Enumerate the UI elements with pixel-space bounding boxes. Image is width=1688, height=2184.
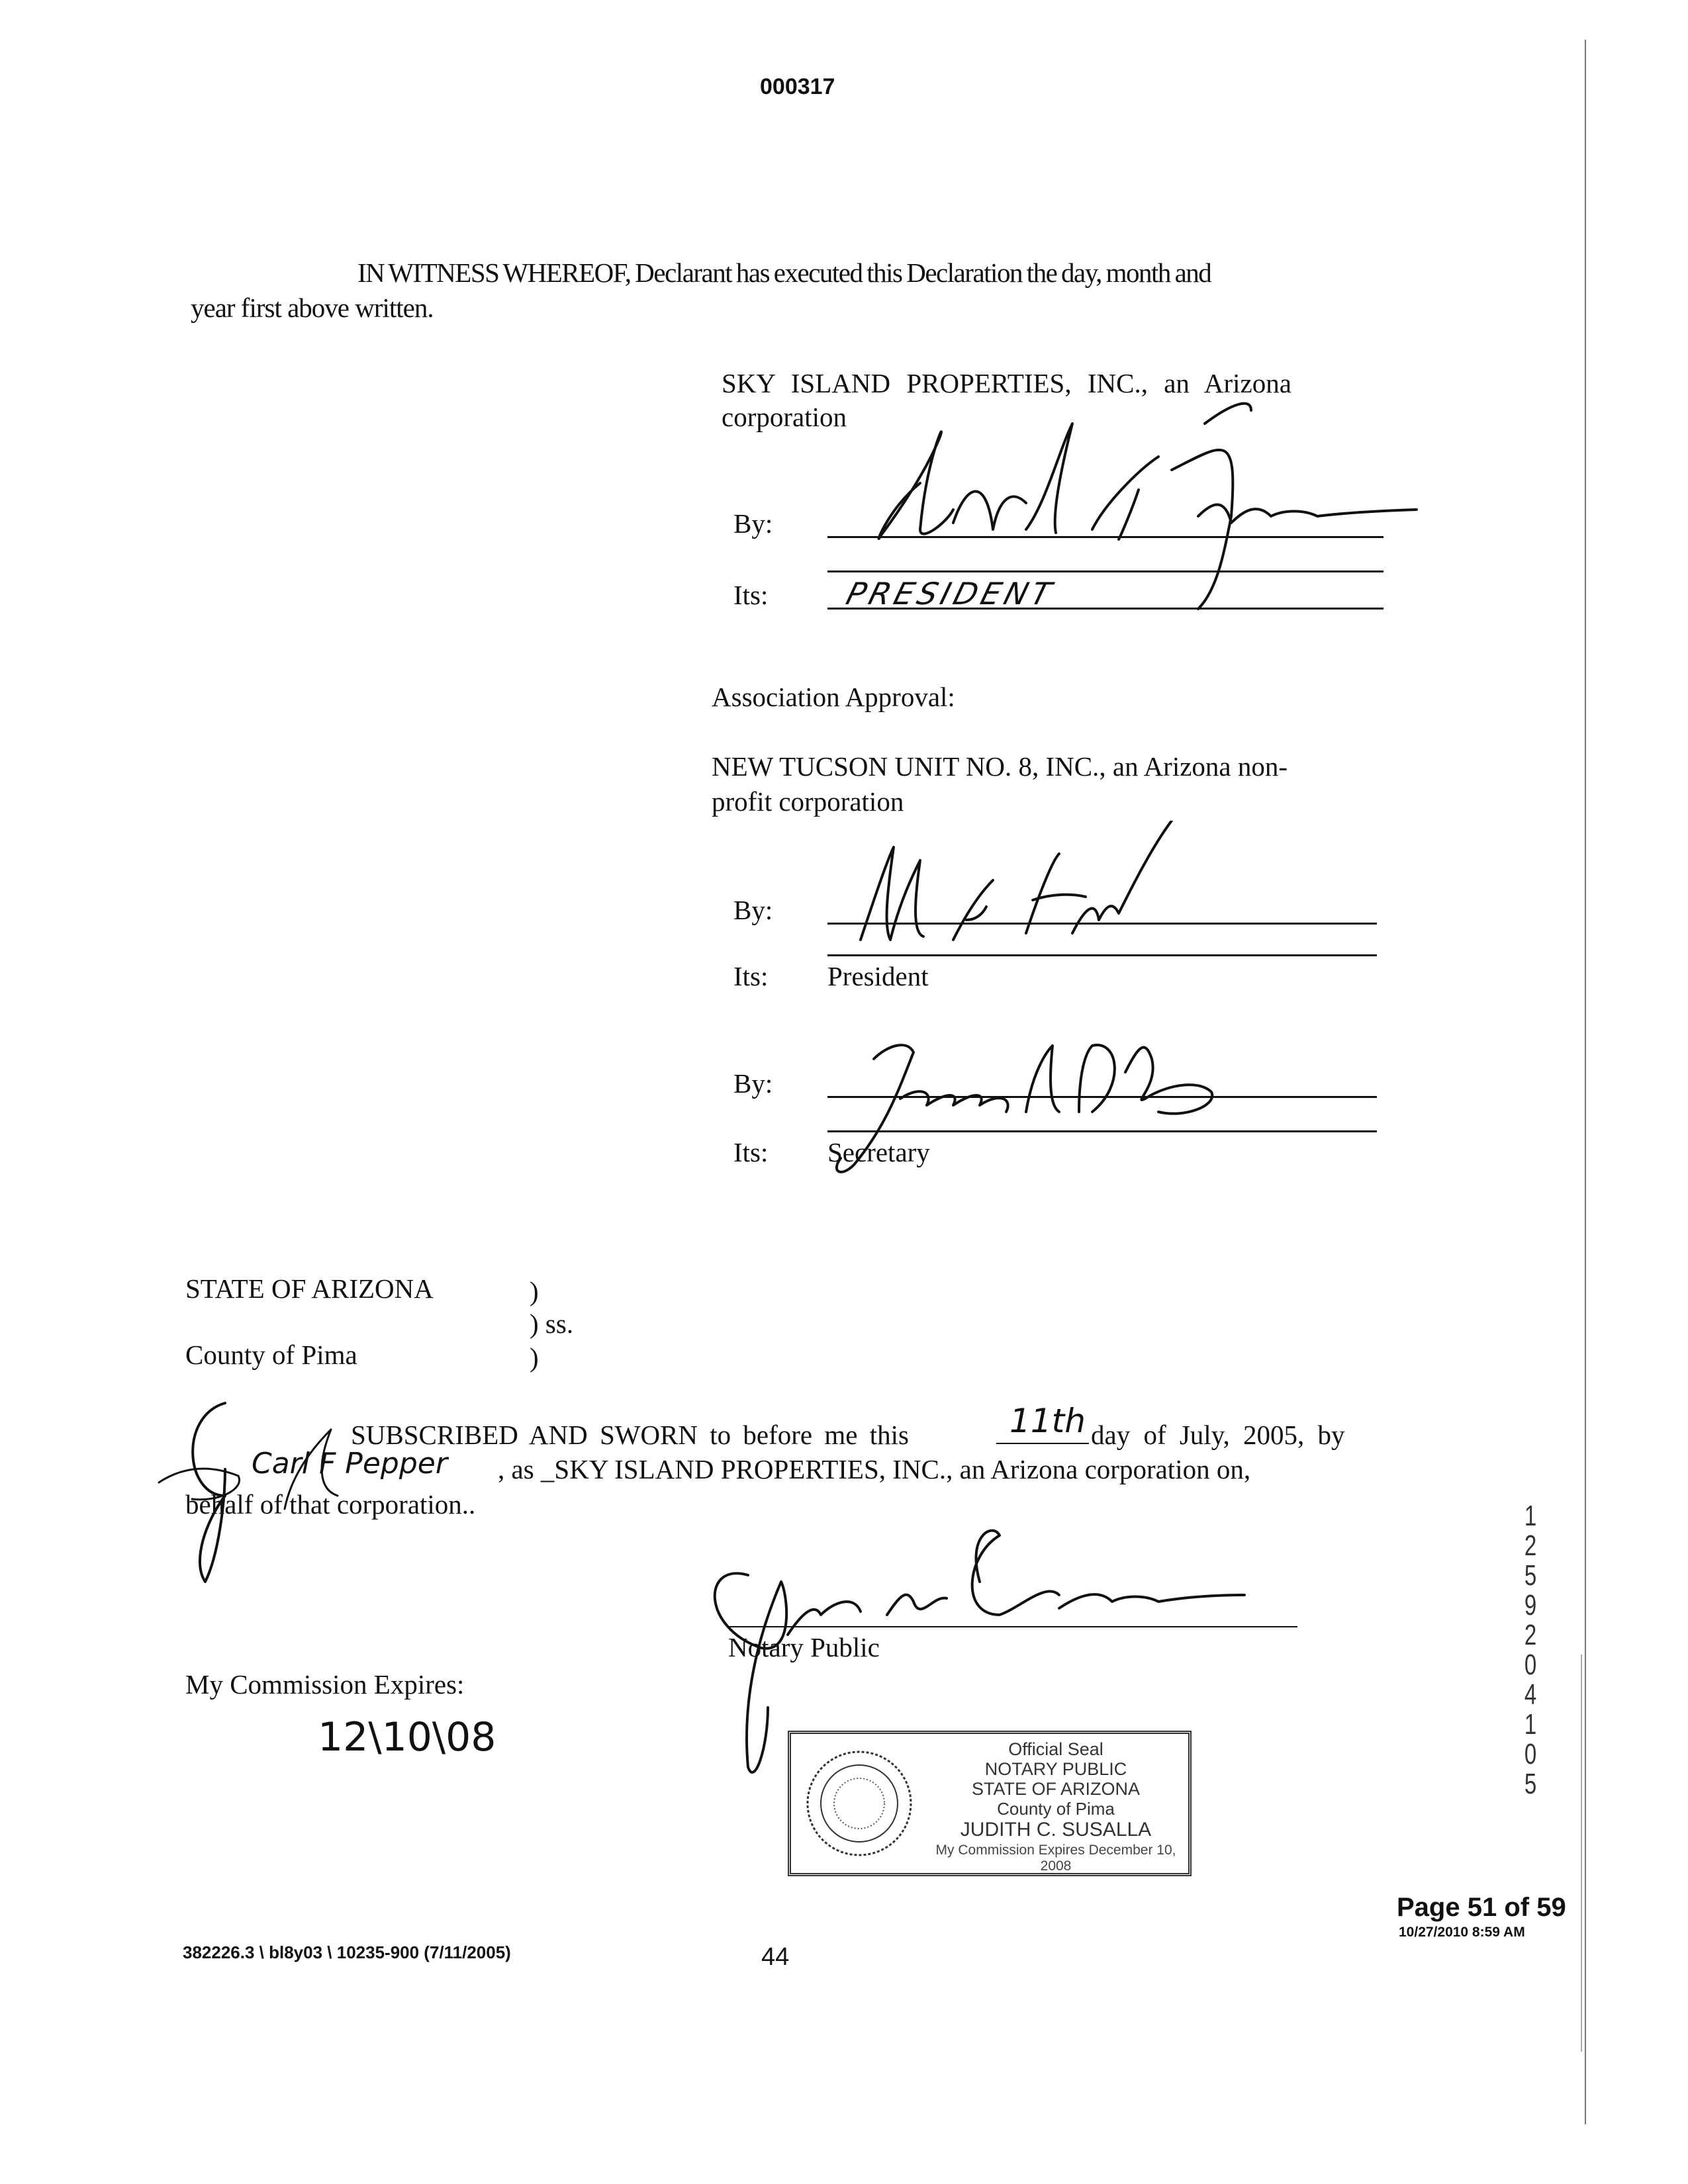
- notary-seal-stamp: [788, 1731, 1192, 1876]
- venue-paren-1: ): [530, 1276, 539, 1306]
- notary-signature-line: [728, 1626, 1297, 1627]
- jurat-line-3: behalf of that corporation..: [185, 1489, 476, 1520]
- declarant-entity-line-1: SKY ISLAND PROPERTIES, INC., an Arizona: [722, 368, 1291, 398]
- association-its-label-1: Its:: [733, 961, 769, 991]
- declarant-signature: [827, 397, 1430, 622]
- jurat-scribble: [152, 1390, 523, 1588]
- association-by-label-1: By:: [733, 895, 773, 925]
- footer-page-number: 44: [761, 1943, 790, 1971]
- jurat-day-handwritten: 11th: [1009, 1402, 1086, 1440]
- association-by-line-1b: [827, 954, 1377, 956]
- state-seal-icon: [803, 1747, 915, 1860]
- venue-county: County of Pima: [185, 1340, 357, 1370]
- seal-line-2: NOTARY PUBLIC: [984, 1759, 1127, 1779]
- association-its-title-1: President: [827, 961, 929, 991]
- jurat-day-line: [996, 1443, 1089, 1444]
- witness-line-1: IN WITNESS WHEREOF, Declarant has executed this Declaration the day, month and: [357, 257, 1211, 288]
- declarant-its-label: Its:: [733, 580, 769, 610]
- declarant-entity-line-2: corporation: [722, 402, 847, 432]
- venue-ss: ) ss.: [530, 1308, 574, 1339]
- jurat-part-1: SUBSCRIBED AND SWORN to before me this: [351, 1420, 909, 1450]
- seal-line-6: My Commission Expires December 10, 2008: [935, 1843, 1176, 1874]
- footer-file-ref: 382226.3 \ bl8y03 \ 10235-900 (7/11/2005): [183, 1942, 511, 1962]
- jurat-name-handwritten: Carl F Pepper: [252, 1447, 447, 1480]
- president-signature: [834, 821, 1205, 953]
- association-its-label-2: Its:: [733, 1137, 769, 1167]
- association-by-label-2: By:: [733, 1068, 773, 1099]
- commission-date-handwritten: 12\10\08: [318, 1714, 496, 1760]
- seal-line-4: County of Pima: [997, 1799, 1115, 1819]
- footer-timestamp: 10/27/2010 8:59 AM: [1399, 1925, 1525, 1940]
- scan-edge-line: [1585, 40, 1586, 2124]
- venue-state: STATE OF ARIZONA: [185, 1273, 434, 1304]
- association-entity-line-2: profit corporation: [712, 786, 904, 817]
- jurat-line-2: , as _SKY ISLAND PROPERTIES, INC., an Arizona corporation on,: [498, 1454, 1251, 1484]
- footer-page-label: Page 51 of 59: [1397, 1893, 1566, 1922]
- scan-edge-line-faint: [1581, 1655, 1582, 2052]
- declarant-by-label: By:: [733, 508, 773, 539]
- seal-line-3: STATE OF ARIZONA: [971, 1779, 1141, 1799]
- seal-line-1: Official Seal: [1008, 1739, 1103, 1759]
- witness-line-2: year first above written.: [191, 293, 434, 323]
- venue-paren-2: ): [530, 1342, 539, 1373]
- association-heading: Association Approval:: [712, 682, 955, 712]
- notary-public-label: Notary Public: [728, 1632, 880, 1662]
- association-its-title-2: Secretary: [827, 1137, 930, 1167]
- document-number: 000317: [760, 74, 835, 99]
- jurat-part-2: day of July, 2005, by: [1091, 1420, 1345, 1450]
- commission-label: My Commission Expires:: [185, 1669, 465, 1700]
- declarant-its-handwritten: PRESIDENT: [842, 576, 1059, 612]
- association-entity-line-1: NEW TUCSON UNIT NO. 8, INC., an Arizona non-: [712, 751, 1288, 782]
- seal-line-5: JUDITH C. SUSALLA: [960, 1819, 1152, 1841]
- recording-stamp: 12592 04105: [1524, 1500, 1537, 1800]
